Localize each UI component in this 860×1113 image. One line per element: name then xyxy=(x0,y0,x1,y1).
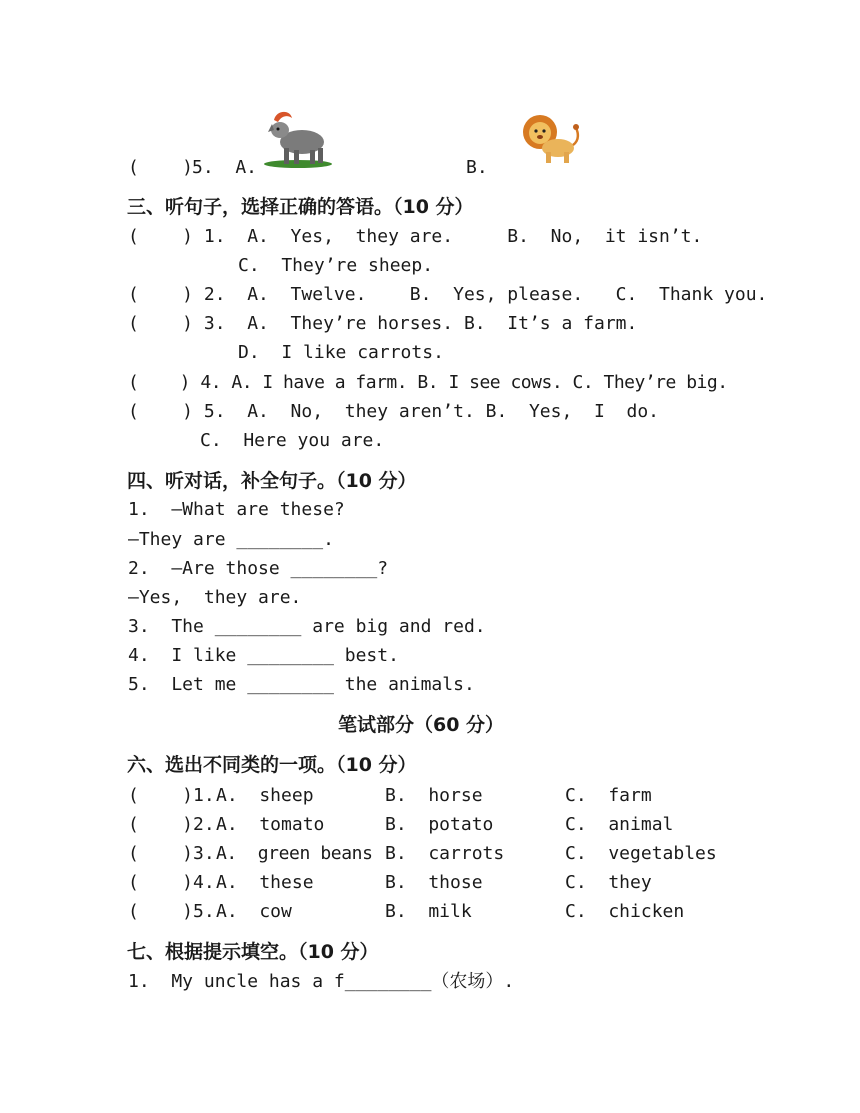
section3-line-3: ( ) 2. A. Twelve. B. Yes, please. C. Thank you. xyxy=(128,284,768,305)
lion-picture xyxy=(518,112,582,164)
section3-line-7: ( ) 5. A. No, they aren’t. B. Yes, I do. xyxy=(128,401,660,422)
section6-row-2-num: ( )2. xyxy=(128,814,215,835)
section6-row-2-a: A. tomato xyxy=(216,814,325,835)
section4-line-3: 2. —Are those ________? xyxy=(128,558,389,579)
section6-row-3-a: A. green beans xyxy=(216,843,373,864)
section6-row-5-a: A. cow xyxy=(216,901,292,922)
section4-line-4: —Yes, they are. xyxy=(128,587,302,608)
section3-line-6: ( ) 4. A. I have a farm. B. I see cows. C. They’re big. xyxy=(128,372,728,393)
q5-label: 5. A. xyxy=(192,157,258,178)
goat-picture xyxy=(262,110,340,168)
section3-line-1: ( ) 1. A. Yes, they are. B. No, it isn’t. xyxy=(128,226,703,247)
section3-line-8: C. Here you are. xyxy=(200,430,385,451)
section6-row-1-num: ( )1. xyxy=(128,785,215,806)
section4-line-2: —They are ________. xyxy=(128,529,334,550)
section4-line-7: 5. Let me ________ the animals. xyxy=(128,674,475,695)
section6-row-3-b: B. carrots xyxy=(385,843,505,864)
section6-row-4-c: C. they xyxy=(565,872,652,893)
section3-title: 三、听句子，选择正确的答语。（10 分） xyxy=(127,196,474,218)
section6-row-3-num: ( )3. xyxy=(128,843,215,864)
section6-row-4-num: ( )4. xyxy=(128,872,215,893)
section6-title: 六、选出不同类的一项。（10 分） xyxy=(127,754,417,776)
q5-option-b: B. xyxy=(466,157,488,178)
section7-title: 七、根据提示填空。（10 分） xyxy=(127,941,379,963)
section4-line-6: 4. I like ________ best. xyxy=(128,645,399,666)
section6-row-5-c: C. chicken xyxy=(565,901,685,922)
section6-row-2-b: B. potato xyxy=(385,814,494,835)
section6-row-5-num: ( )5. xyxy=(128,901,215,922)
section6-row-3-c: C. vegetables xyxy=(565,843,717,864)
section3-line-2: C. They’re sheep. xyxy=(238,255,434,276)
q5-paren: ( ) xyxy=(128,157,194,178)
section4-line-5: 3. The ________ are big and red. xyxy=(128,616,486,637)
section4-line-1: 1. —What are these? xyxy=(128,499,345,520)
section6-row-5-b: B. milk xyxy=(385,901,472,922)
written-part-heading: 笔试部分（60 分） xyxy=(338,714,505,736)
section4-title: 四、听对话，补全句子。（10 分） xyxy=(127,470,417,492)
section7-line-1: 1. My uncle has a f________（农场）. xyxy=(128,971,515,992)
section6-row-1-c: C. farm xyxy=(565,785,652,806)
section6-row-1-a: A. sheep xyxy=(216,785,314,806)
section6-row-1-b: B. horse xyxy=(385,785,483,806)
section3-line-4: ( ) 3. A. They’re horses. B. It’s a farm. xyxy=(128,313,638,334)
section6-row-4-a: A. these xyxy=(216,872,314,893)
section3-line-5: D. I like carrots. xyxy=(238,342,444,363)
section6-row-2-c: C. animal xyxy=(565,814,674,835)
section6-row-4-b: B. those xyxy=(385,872,483,893)
